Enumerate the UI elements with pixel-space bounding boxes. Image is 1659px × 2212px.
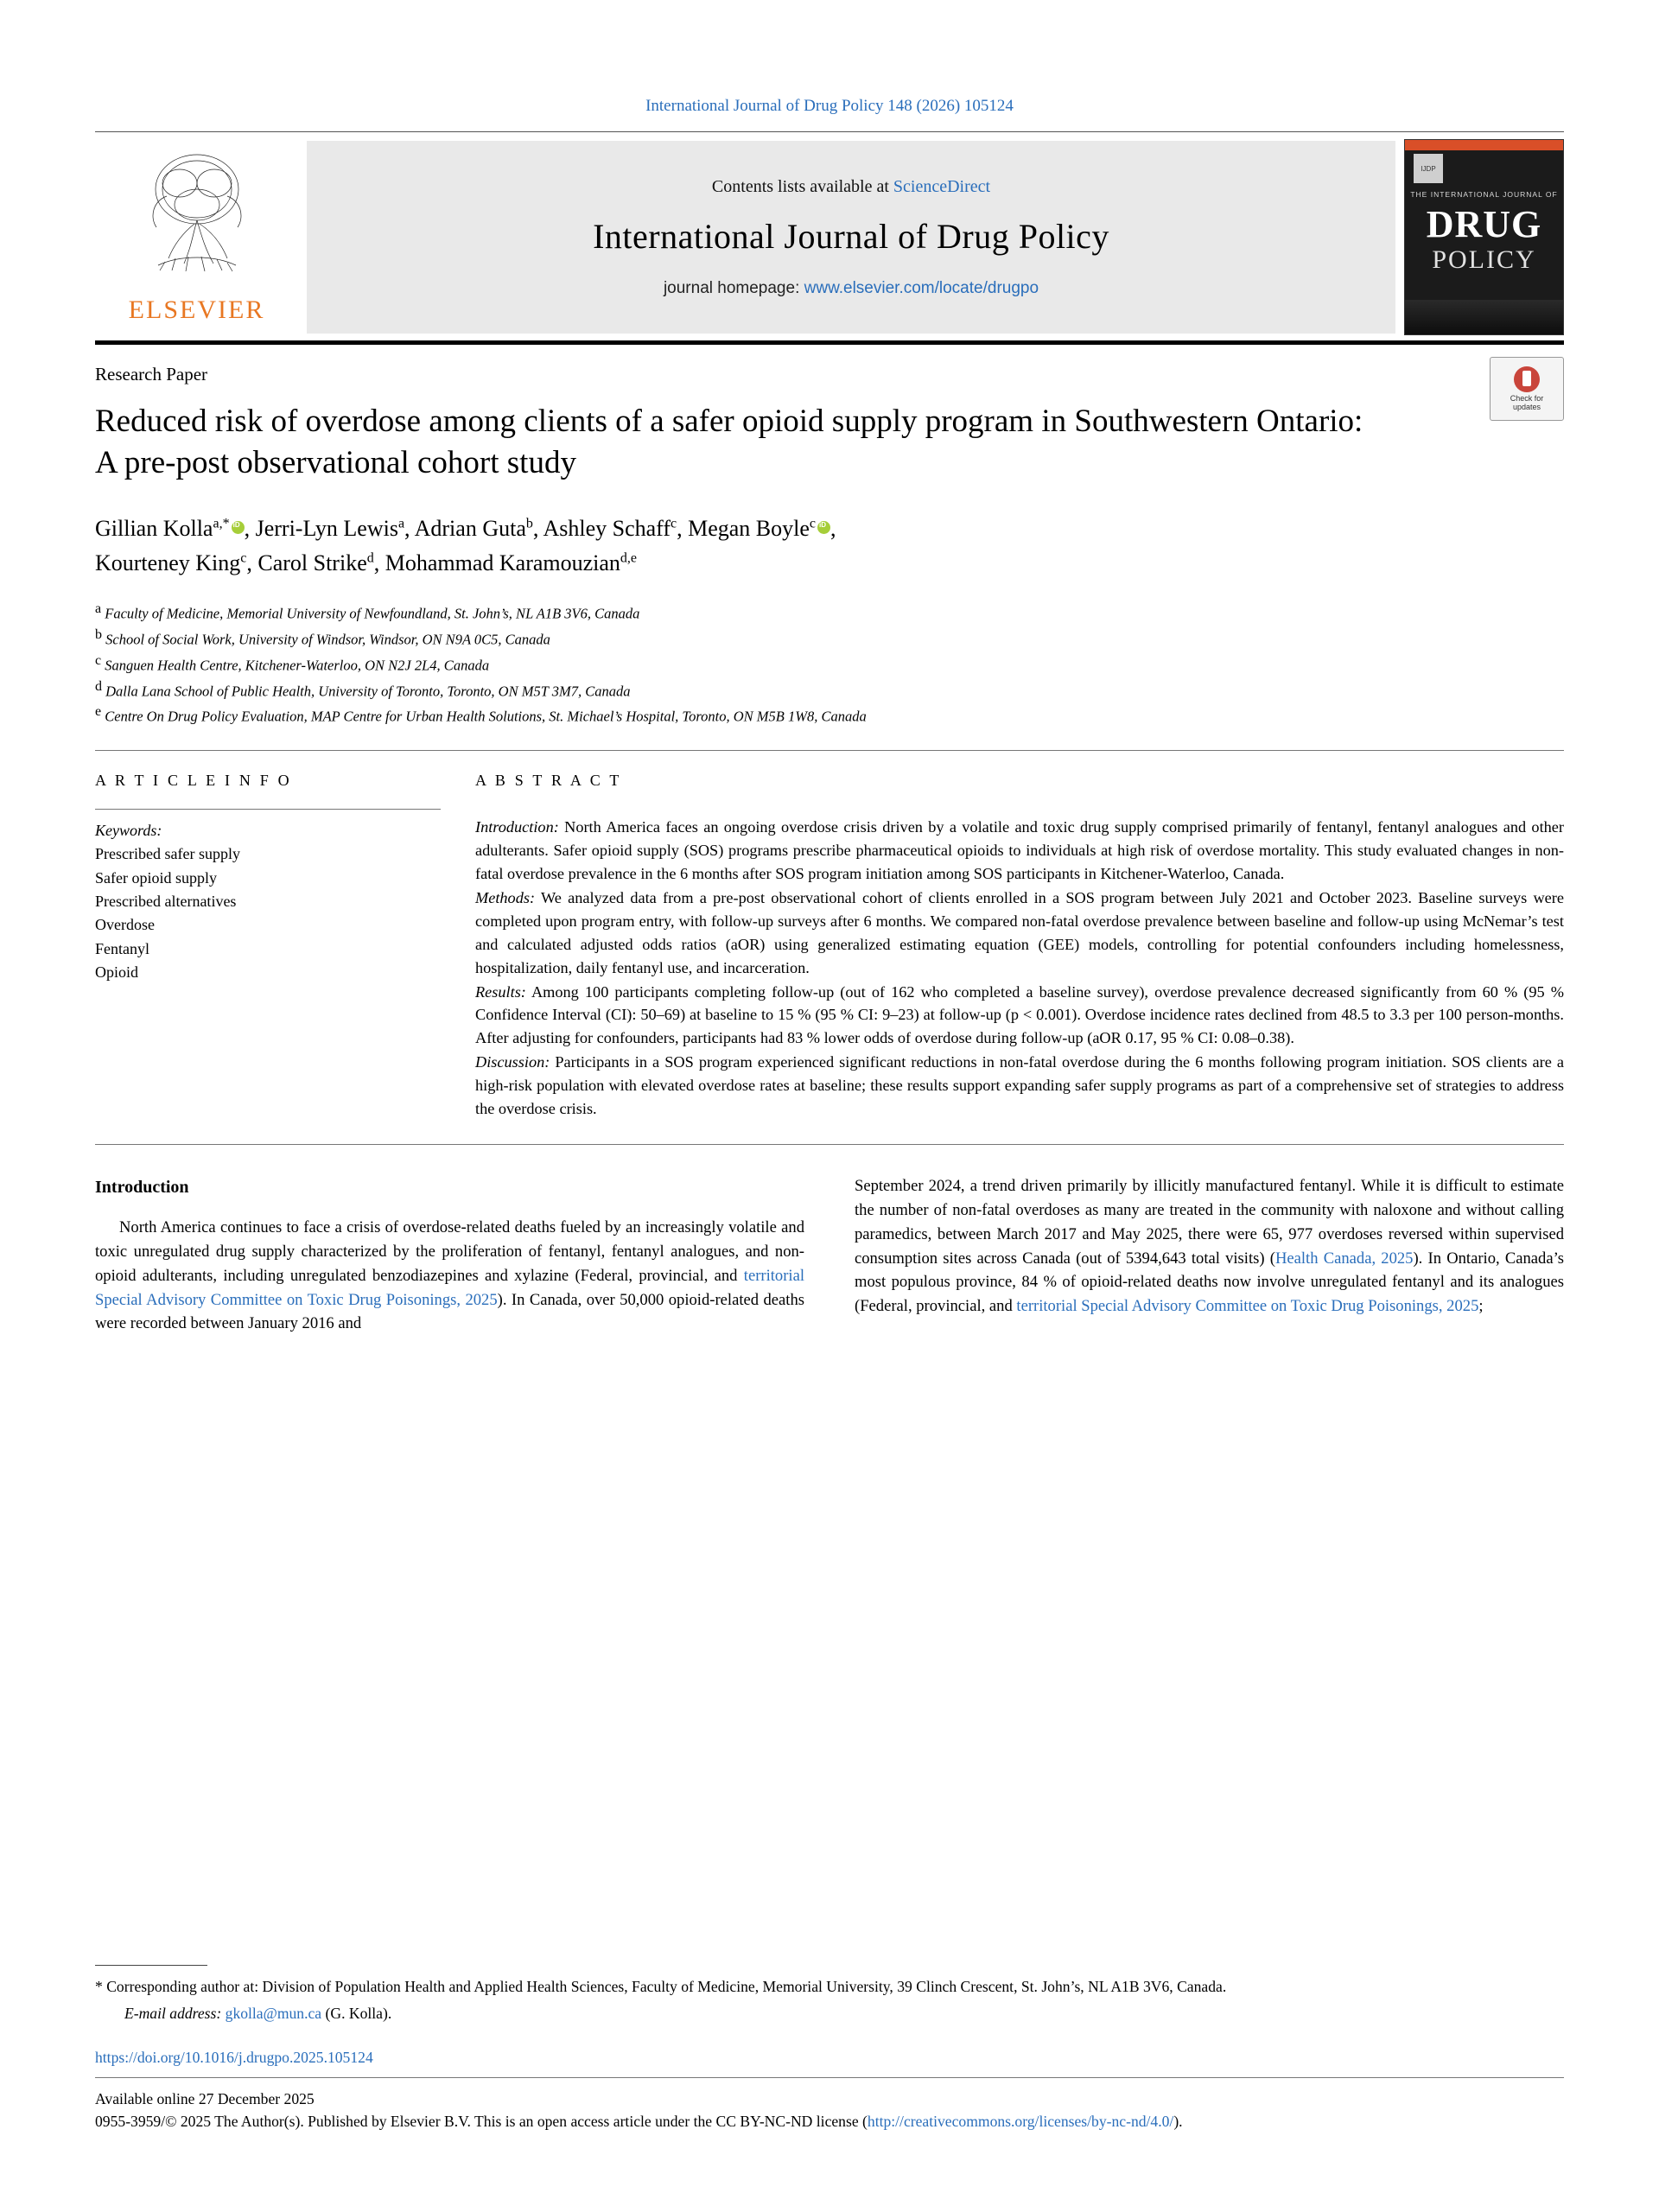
email-link[interactable]: gkolla@mun.ca xyxy=(225,2005,322,2022)
keyword-item: Opioid xyxy=(95,963,139,982)
affiliation-text: Sanguen Health Centre, Kitchener-Waterloo, ON N2J 2L4, Canada xyxy=(105,657,490,674)
affiliation-item xyxy=(95,677,1564,702)
body-text: ). In Canada, over 50,000 opioid-related deaths were recorded between January 2016 and xyxy=(95,1290,804,1333)
journal-banner xyxy=(307,141,1395,334)
abstract-paragraph xyxy=(475,1051,1564,1121)
author-affil-mark: c xyxy=(240,550,247,566)
sciencedirect-link[interactable]: ScienceDirect xyxy=(893,176,991,196)
article-type: Research Paper xyxy=(95,364,208,385)
journal-reference: International Journal of Drug Policy 148 (2026) 105124 xyxy=(645,97,1014,115)
journal-homepage-link[interactable]: www.elsevier.com/locate/drugpo xyxy=(804,278,1039,297)
affiliation-mark: a xyxy=(95,601,102,616)
cover-badge: IJDP xyxy=(1414,154,1443,183)
abstract-paragraph xyxy=(475,981,1564,1051)
author-sep: , xyxy=(404,516,415,542)
author-name: Jerri-Lyn Lewis xyxy=(255,516,398,542)
affiliation-mark: b xyxy=(95,626,102,642)
body-text: September 2024, a trend driven primarily by illicitly manufactured fentanyl. While it is difficult to estimate the number of non-fatal overdoses as many are treated in the community with naloxone and without calling paramedics, between March 2017 and May 2025, there were 65, 977 overdoses reversed within supervised consumption sites across Canada (out of 5394,643 total visits) ( xyxy=(855,1176,1564,1268)
section-heading-introduction: Introduction xyxy=(95,1177,189,1197)
body-paragraph xyxy=(855,1174,1564,1319)
body-column-right xyxy=(855,1174,1564,1336)
author-name: Mohammad Karamouzian xyxy=(385,550,620,576)
author-affil-mark: d xyxy=(366,550,374,566)
cover-title-drug: DRUG xyxy=(1426,203,1542,245)
elsevier-wordmark: ELSEVIER xyxy=(128,296,265,324)
keyword-item: Safer opioid supply xyxy=(95,868,217,887)
crossmark-badge[interactable] xyxy=(1490,357,1564,421)
citation-link[interactable]: territorial Special Advisory Committee on Toxic Drug Poisonings, 2025 xyxy=(95,1266,804,1309)
abstract-column xyxy=(475,772,1564,1122)
author-sep: , xyxy=(373,550,385,576)
doi-link-wrap[interactable] xyxy=(95,2049,1564,2067)
affiliation-text: School of Social Work, University of Windsor, Windsor, ON N9A 0C5, Canada xyxy=(105,631,550,648)
abstract-paragraph xyxy=(475,887,1564,980)
author-list xyxy=(95,512,1391,582)
abstract-body xyxy=(475,816,1564,1121)
footer-divider xyxy=(95,2077,1564,2078)
keywords-label: Keywords: xyxy=(95,822,162,840)
cover-bottom-shade xyxy=(1405,300,1563,334)
body-text: North America continues to face a crisis of overdose-related deaths fueled by an increasingly volatile and toxic unregulated drug supply characterized by the proliferation of fentanyl, fentanyl analogues, and non-opioid adulterants, including unregulated benzodiazepines and xylazine (Federal, provincial, and xyxy=(95,1217,804,1285)
keywords-list xyxy=(95,842,441,984)
page-title: Reduced risk of overdose among clients of a safer opioid supply program in Southwestern Ontario: A pre-post observational cohort study xyxy=(95,404,1363,481)
author-name: Gillian Kolla xyxy=(95,516,213,542)
abstract-section xyxy=(95,751,1564,1122)
abstract-label: Results: xyxy=(475,982,526,1001)
publication-info xyxy=(95,2088,1564,2133)
keyword-item: Prescribed alternatives xyxy=(95,893,237,911)
affiliation-text: Centre On Drug Policy Evaluation, MAP Centre for Urban Health Solutions, St. Michael’s Hospital, Toronto, ON M5B 1W8, Canada xyxy=(105,708,867,725)
abstract-label: Methods: xyxy=(475,888,536,906)
article-info-heading: A R T I C L E I N F O xyxy=(95,772,292,790)
affiliation-item xyxy=(95,651,1564,677)
keyword-item: Prescribed safer supply xyxy=(95,845,240,863)
author-name: Carol Strike xyxy=(257,550,367,576)
body-text: ). In Ontario, Canada’s most populous province, 84 % of opioid-related deaths now involve unregulated fentanyl and its analogues (Federal, provincial, and xyxy=(855,1249,1564,1316)
author-name: Megan Boyle xyxy=(688,516,810,542)
author-sep: , xyxy=(532,516,543,542)
citation-link[interactable]: territorial Special Advisory Committee on Toxic Drug Poisonings, 2025 xyxy=(1016,1297,1479,1316)
abstract-label: Discussion: xyxy=(475,1053,550,1071)
body-column-left xyxy=(95,1174,804,1336)
keywords-divider xyxy=(95,809,441,810)
doi-link[interactable]: https://doi.org/10.1016/j.drugpo.2025.105124 xyxy=(95,2049,373,2066)
journal-masthead xyxy=(95,132,1564,335)
crossmark-line2: updates xyxy=(1512,402,1541,411)
crossmark-line1: Check for xyxy=(1510,394,1544,404)
author-sep: , xyxy=(830,516,836,542)
email-suffix: (G. Kolla). xyxy=(325,2005,392,2022)
abstract-text: We analyzed data from a pre-post observational cohort of clients enrolled in a SOS program between July 2021 and October 2023. Baseline surveys were completed upon program entry, with follow-up surveys after 6 months. We compared non-fatal overdose prevalence between baseline and follow-up using McNemar’s test and calculated adjusted odds ratios (aOR) using generalized estimating equation (GEE) models, controlling for potential confounders including homelessness, hospitalization, daily fentanyl use, and incarceration. xyxy=(475,888,1564,976)
article-header xyxy=(95,345,1564,728)
author-affil-mark: c xyxy=(671,516,677,531)
affiliation-text: Dalla Lana School of Public Health, University of Toronto, Toronto, ON M5T 3M7, Canada xyxy=(105,683,631,699)
author-affil-mark: a xyxy=(397,516,405,531)
keyword-item: Fentanyl xyxy=(95,939,149,957)
author-affil-mark: b xyxy=(525,516,533,531)
affiliation-mark: e xyxy=(95,704,102,720)
homepage-prefix: journal homepage: xyxy=(663,278,800,297)
corresponding-author-note: * Corresponding author at: Division of Population Health and Applied Health Sciences, Faculty of Medicine, Memorial University, 39 Clinch Crescent, St. John’s, NL A1B 3V6, Canada. xyxy=(95,1977,1227,1995)
abstract-paragraph xyxy=(475,816,1564,886)
affiliation-text: Faculty of Medicine, Memorial University of Newfoundland, St. John’s, NL A1B 3V6, Canada xyxy=(105,605,640,622)
cover-subtitle: THE INTERNATIONAL JOURNAL OF xyxy=(1410,190,1558,199)
contents-prefix: Contents lists available at xyxy=(711,176,889,196)
body-text: ; xyxy=(1478,1297,1484,1316)
author-name: Ashley Schaff xyxy=(543,516,671,542)
contents-line xyxy=(712,177,990,197)
page-footer xyxy=(95,1965,1564,2133)
author-sep: , xyxy=(246,550,258,576)
affiliation-list xyxy=(95,599,1564,728)
author-name: Kourteney King xyxy=(95,550,241,576)
affiliation-mark: d xyxy=(95,678,102,694)
cover-title-policy: POLICY xyxy=(1432,245,1536,274)
copyright-line xyxy=(95,2111,1564,2133)
elsevier-tree-icon xyxy=(141,144,253,274)
orcid-icon[interactable] xyxy=(232,521,245,534)
keyword-item: Overdose xyxy=(95,916,155,934)
elsevier-logo-block xyxy=(95,139,298,335)
available-online: Available online 27 December 2025 xyxy=(95,2090,315,2107)
journal-cover-image xyxy=(1404,139,1564,335)
body-paragraph xyxy=(95,1216,804,1336)
journal-homepage-line xyxy=(664,279,1039,298)
affiliation-item xyxy=(95,702,1564,728)
cover-accent-bar xyxy=(1405,140,1563,150)
journal-title: International Journal of Drug Policy xyxy=(593,216,1109,256)
license-link[interactable]: http://creativecommons.org/licenses/by-nc-nd/4.0/ xyxy=(867,2112,1174,2130)
copyright-text: 0955-3959/© 2025 The Author(s). Published by Elsevier B.V. This is an open access article under the CC BY-NC-ND license ( xyxy=(95,2112,868,2130)
abstract-heading: A B S T R A C T xyxy=(475,772,622,790)
affiliation-mark: c xyxy=(95,652,102,668)
author-name: Adrian Guta xyxy=(414,516,526,542)
email-note xyxy=(95,2005,1564,2023)
email-label: E-mail address: xyxy=(124,2005,222,2022)
affiliation-item xyxy=(95,599,1564,625)
author-affil-mark: d,e xyxy=(620,550,638,566)
abstract-text: North America faces an ongoing overdose crisis driven by a volatile and toxic drug supply comprised primarily of fentanyl, fentanyl analogues and other adulterants. Safer opioid supply (SOS) programs prescribe pharmaceutical opioids to individuals at high risk of overdose mortality. This study evaluated changes in non-fatal overdose prevalence in the 6 months after SOS program initiation among SOS participants in Kitchener-Waterloo, Canada. xyxy=(475,818,1564,883)
copyright-suffix: ). xyxy=(1173,2112,1183,2130)
abstract-label: Introduction: xyxy=(475,818,559,836)
author-affil-mark: c xyxy=(809,516,817,531)
footnote-divider xyxy=(95,1965,207,1966)
author-sep: , xyxy=(244,516,256,542)
author-affil-mark: a,* xyxy=(213,516,230,531)
article-body xyxy=(95,1145,1564,1336)
author-sep: , xyxy=(677,516,689,542)
orcid-icon[interactable] xyxy=(817,521,830,534)
crossmark-icon xyxy=(1514,366,1540,392)
citation-link[interactable]: Health Canada, 2025 xyxy=(1274,1249,1414,1268)
abstract-text: Among 100 participants completing follow-up (out of 162 who completed a baseline survey), overdose prevalence decreased significantly from 60 % (95 % Confidence Interval (CI): 50–69) at baseline to 15 % (95 % CI: 9–23) at follow-up (p < 0.001). Overdose incidence rates declined from 48.5 to 3.3 per 100 person-months. After adjusting for confounders, participants had 83 % lower odds of overdose during follow-up (aOR 0.17, 95 % CI: 0.08–0.38). xyxy=(475,982,1564,1047)
article-info-column xyxy=(95,772,475,1122)
affiliation-item xyxy=(95,625,1564,651)
abstract-text: Participants in a SOS program experienced significant reductions in non-fatal overdose during the 6 months following program initiation. SOS clients are a high-risk population with elevated overdose rates at baseline; these results support expanding safer supply programs as part of a comprehensive set of strategies to address the overdose crisis. xyxy=(475,1053,1564,1117)
